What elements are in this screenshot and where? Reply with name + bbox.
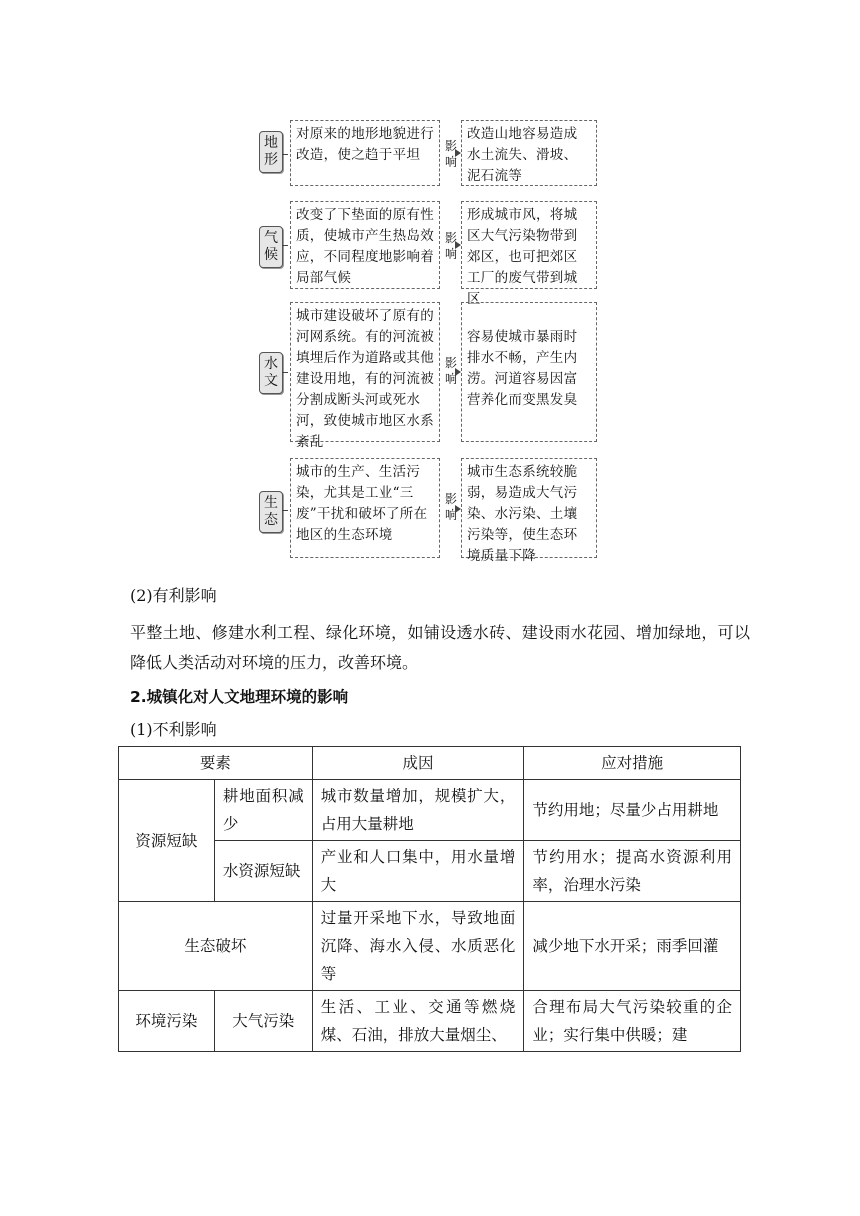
header-factor: 要素 (119, 747, 313, 780)
table-row (119, 780, 741, 841)
table-header-row (119, 747, 741, 780)
impact-table (118, 746, 741, 1052)
cause-climate: 改变了下垫面的原有性质，使城市产生热岛效应，不同程度地影响着局部气候 (290, 201, 440, 289)
effect-label: 影 响 (444, 139, 457, 169)
effect-label: 影 响 (444, 492, 457, 522)
table-row (119, 902, 741, 991)
cause-hydrology: 城市建设破坏了原有的河网系统。有的河流被填埋后作为道路或其他建设用地，有的河流被分割成断头河或死水河，致使城市地区水系紊乱 (290, 302, 440, 442)
header-cause: 成因 (312, 747, 524, 780)
cause-cell: 产业和人口集中，用水量增大 (312, 841, 524, 902)
resource-shortage-cell: 资源短缺 (119, 780, 215, 902)
factor-cell: 生态破坏 (119, 902, 313, 991)
table-row (119, 991, 741, 1052)
cause-cell: 生活、工业、交通等燃烧煤、石油，排放大量烟尘、 (312, 991, 524, 1052)
result-climate: 形成城市风，将城区大气污染物带到郊区，也可把郊区工厂的废气带到城区 (461, 201, 597, 289)
cause-terrain: 对原来的地形地貌进行改造，使之趋于平坦 (290, 120, 440, 186)
category-climate: 气 候 (259, 226, 283, 268)
adverse-heading: (1)不利影响 (130, 720, 217, 739)
measure-cell: 合理布局大气污染较重的企业；实行集中供暖；建 (524, 991, 741, 1052)
effect-label: 影 响 (444, 356, 457, 386)
measure-cell: 减少地下水开采；雨季回灌 (524, 902, 741, 991)
section2-heading: 2.城镇化对人文地理环境的影响 (130, 688, 349, 706)
sub-factor-cell: 耕地面积减少 (214, 780, 312, 841)
measure-cell: 节约用水；提高水资源利用率，治理水污染 (524, 841, 741, 902)
beneficial-heading: (2)有利影响 (130, 586, 217, 605)
cause-cell: 过量开采地下水，导致地面沉降、海水入侵、水质恶化等 (312, 902, 524, 991)
sub-factor-cell: 大气污染 (214, 991, 312, 1052)
measure-cell: 节约用地；尽量少占用耕地 (524, 780, 741, 841)
factor-cell: 环境污染 (119, 991, 215, 1052)
result-ecology: 城市生态系统较脆弱，易造成大气污染、水污染、土壤污染等，使生态环境质量下降 (461, 458, 597, 558)
cause-cell: 城市数量增加，规模扩大，占用大量耕地 (312, 780, 524, 841)
cause-ecology: 城市的生产、生活污染，尤其是工业“三废”干扰和破坏了所在地区的生态环境 (290, 458, 440, 558)
sub-factor-cell: 水资源短缺 (214, 841, 312, 902)
result-terrain: 改造山地容易造成水土流失、滑坡、泥石流等 (461, 120, 597, 186)
category-hydrology: 水 文 (259, 352, 283, 394)
result-hydrology: 容易使城市暴雨时排水不畅，产生内涝。河道容易因富营养化而变黑发臭 (461, 302, 597, 442)
category-ecology: 生 态 (259, 491, 283, 533)
beneficial-body: 平整土地、修建水利工程、绿化环境，如铺设透水砖、建设雨水花园、增加绿地，可以降低人类活动对环境的压力，改善环境。 (130, 623, 750, 672)
header-measure: 应对措施 (524, 747, 741, 780)
effect-label: 影 响 (444, 231, 457, 261)
category-terrain: 地 形 (259, 131, 283, 173)
